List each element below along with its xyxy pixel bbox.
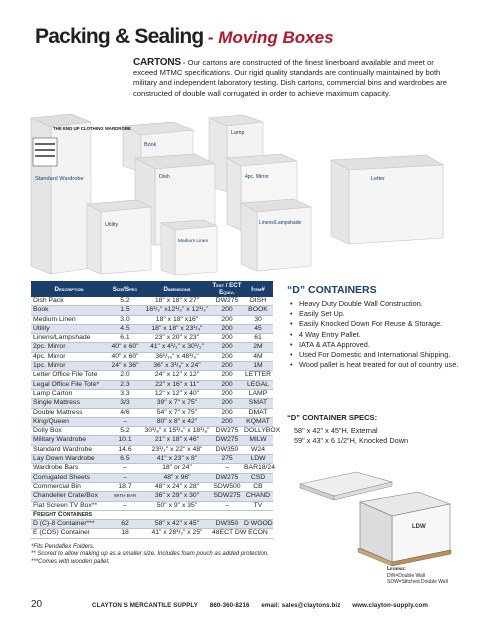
table-row [31, 436, 273, 445]
table-cell: 1pc. Mirror [31, 362, 107, 371]
table-cell: Book [31, 306, 107, 315]
carton-spec-table [31, 281, 281, 539]
table-cell: 200 [211, 343, 243, 352]
label-hang: THE END UP CLOTHING WARDROBE [53, 126, 131, 131]
table-cell: 23¹/₂" x 22" x 48" [143, 445, 211, 454]
footnote: *Fits Pendaflex Folders. [31, 544, 95, 550]
table-cell: King/Queen [31, 417, 107, 426]
page-title [35, 25, 334, 49]
table-row [31, 445, 273, 454]
table-cell: 200 [211, 352, 243, 361]
table-row [31, 473, 273, 482]
table-cell: W24 [243, 445, 273, 454]
table-cell: 6.5 [107, 455, 143, 464]
table-row [31, 417, 273, 426]
table-cell: 48" x 96" [143, 473, 211, 482]
table-cell: Lamp Carton [31, 389, 107, 398]
table-cell: 200 [211, 362, 243, 371]
label-utility: Utility [105, 222, 119, 228]
label-medium: Medium Linen [178, 239, 209, 244]
table-cell: D WOOD [244, 520, 273, 528]
d-container-box-shape [358, 492, 451, 566]
table-cell: Lay Down Wardrobe [31, 455, 107, 464]
table-cell: 4/6 [107, 408, 143, 417]
label-letter: Letter [371, 176, 385, 182]
table-row [31, 352, 273, 361]
table-cell: 5.2 [107, 297, 143, 306]
intro-text: Our cartons are constructed of the finest linerboard available and meet or exceed MTMC specifications. Our rigid quality standards are continually maintained by both military and independent laboratory testing. Dish cartons, commercial bins and wardrobes are constructed of double wall corrugated in order to achieve maximum capacity. [133, 58, 448, 98]
table-cell: CHAND [243, 492, 273, 501]
table-cell: Double Mattress [31, 408, 107, 417]
spec-external: 58" x 42" x 45"H, External [294, 426, 378, 435]
table-cell: 30¹/₈" x 15¹/₄" x 18¹/₈" [144, 427, 210, 435]
d-specs [294, 426, 408, 447]
table-row [31, 464, 273, 473]
table-cell: ECON [243, 529, 273, 538]
table-section-row [31, 510, 273, 519]
table-cell: 24" x 12" x 12" [143, 371, 211, 380]
col-item: Item# [243, 281, 273, 297]
table-cell: 14.6 [107, 445, 143, 454]
table-cell: 5.2 [107, 427, 143, 436]
table-cell: Dish Pack [31, 297, 107, 306]
table-cell: LEGAL [243, 380, 273, 389]
table-cell: Linens/Lampshade [31, 334, 107, 343]
table-row [31, 482, 273, 491]
list-item: • Easily Knocked Down For Reuse & Storage. [290, 319, 443, 329]
table-cell: 48" x 24" x 28" [143, 482, 211, 491]
table-cell: 21" x 18" x 46" [143, 436, 211, 445]
label-dish: Dish [159, 174, 170, 180]
table-row [31, 399, 273, 408]
table-cell: Medium Linen [31, 315, 107, 324]
table-cell: 2.0 [107, 371, 143, 380]
list-item: • Heavy Duty Double Wall Construction. [290, 299, 423, 308]
table-cell: 200 [211, 389, 243, 398]
table-cell: Single Mattress [31, 399, 107, 408]
linens-box-shape [241, 199, 311, 271]
cartons-illustration [31, 108, 446, 278]
col-dimensions: Dimensions [143, 281, 211, 297]
table-cell: 39" x 7" x 75" [143, 399, 211, 408]
table-cell: Wardrobe Bars [31, 464, 107, 473]
legend [387, 566, 448, 586]
table-row [31, 389, 273, 398]
table-row [31, 380, 273, 389]
table-row [31, 501, 273, 510]
table-cell: 200 [211, 380, 243, 389]
table-row [31, 324, 273, 333]
label-book: Book [144, 142, 157, 148]
table-cell: – [211, 464, 243, 473]
col-size: Size/Spec [107, 281, 143, 297]
table-row [31, 343, 273, 352]
table-cell: Utility [31, 324, 107, 333]
table-cell: – [107, 417, 143, 426]
table-cell: – [211, 501, 243, 510]
footer-email: email: sales@claytons.biz [261, 602, 341, 609]
table-cell: 275 [211, 455, 243, 464]
table-cell: 62 [107, 520, 143, 529]
table-cell: KQMAT [243, 417, 273, 426]
table-cell: DW350 [211, 520, 243, 529]
list-item: • IATA & ATA Approved. [290, 339, 370, 349]
d-containers-heading: “D” CONTAINERS [287, 284, 377, 296]
list-item: • Wood pallet is heat treated for out of country use. [290, 360, 459, 370]
table-cell: 1.5 [107, 306, 143, 315]
table-cell: DW275 [211, 297, 243, 306]
flat-container-shape [300, 472, 392, 500]
table-cell: 200 [211, 306, 243, 315]
list-item: • Used For Domestic and International Shipping. [290, 350, 451, 360]
table-cell: 40" x 60" [107, 352, 143, 361]
table-cell: – [107, 473, 143, 482]
table-row [31, 529, 273, 538]
table-row [31, 306, 273, 315]
label-mirror: 4pc. Mirror [245, 174, 269, 180]
table-cell: Legal Office File Tote* [31, 380, 107, 389]
table-cell: MILW [243, 436, 273, 445]
table-cell: Letter Office File Tote [31, 371, 107, 380]
list-item: • 4 Way Entry Pallet. [290, 329, 361, 339]
table-row [31, 520, 273, 529]
label-linens: Linens/Lampshade [259, 220, 302, 226]
table-cell: 2pc. Mirror [31, 343, 107, 352]
table-cell: Dolly Box [31, 427, 107, 436]
table-cell: 80" x 8" x 42" [143, 417, 211, 426]
table-cell: – [107, 501, 143, 510]
table-cell: 48ECT DW [212, 529, 247, 537]
table-cell: TV [243, 501, 273, 510]
legend-item: DW=Double Wall [387, 572, 426, 579]
table-cell: 200 [211, 399, 243, 408]
table-cell: CB [243, 482, 273, 491]
table-cell: DMAT [243, 408, 273, 417]
table-cell: 40" x 60" [107, 343, 143, 352]
footer-company: CLAYTON S MERCANTILE SUPPLY [92, 602, 198, 609]
table-cell: CSD [243, 473, 273, 482]
table-cell: 50" x 9" x 35" [143, 501, 211, 510]
table-row [31, 334, 273, 343]
footnotes [31, 544, 281, 566]
table-row [31, 315, 273, 324]
footer-phone: 860-360-8216 [209, 602, 250, 609]
table-cell: Chandelier Crate/Box [31, 492, 107, 501]
table-cell: Corrugated Sheets [31, 473, 107, 482]
table-cell: 200 [211, 334, 243, 343]
table-cell: 18" x 18" x 27" [143, 297, 211, 306]
list-item: • Easily Set Up. [290, 309, 345, 319]
table-cell: 1M [243, 362, 273, 371]
d-specs-heading: “D” CONTAINER SPECS: [287, 413, 378, 422]
table-cell: 18" x 18" x16" [143, 315, 211, 324]
table-cell: Standard Wardrobe [31, 445, 107, 454]
footnote: ***Comes with wooden pallet. [31, 558, 110, 565]
table-cell: 22" x 16" x 11" [143, 380, 211, 389]
table-row [31, 297, 273, 306]
table-cell: DW275 [211, 473, 243, 482]
table-cell: BAR18/24 [244, 464, 275, 472]
table-cell: DOLLYBOX [244, 427, 281, 435]
table-cell: 41" x 4¹/₂" x 30¹/₂" [143, 343, 211, 352]
utility-box-shape [87, 200, 151, 274]
table-cell: 3/3 [107, 399, 143, 408]
table-cell: Commercial Bin [31, 482, 107, 491]
table-cell: DW275 [211, 436, 243, 445]
table-cell: SDW500 [211, 482, 243, 491]
spec-knocked-down: 59" x 43" x 6 1/2"H, Knocked Down [294, 436, 409, 446]
wardrobe-box-shape [31, 114, 91, 274]
table-cell: D (C)-8 Container*** [31, 520, 107, 529]
table-cell: 10.1 [107, 436, 143, 445]
table-cell: LAMP [243, 389, 273, 398]
table-cell: 45 [243, 324, 273, 333]
table-cell: SDW275 [211, 492, 243, 501]
table-cell: 200 [211, 315, 243, 324]
section-label: Freight Containers [31, 510, 273, 519]
table-row [31, 408, 273, 417]
table-cell: E (COS) Container [31, 529, 107, 538]
table-cell: 24" x 36" [107, 362, 143, 371]
table-header-row [31, 281, 273, 297]
table-cell: 23" x 20" x 23" [143, 334, 211, 343]
table-cell: 4M [243, 352, 273, 361]
table-cell: 200 [211, 324, 243, 333]
table-row [31, 362, 273, 371]
table-cell: DW275 [211, 427, 243, 436]
table-row [31, 427, 273, 436]
table-cell: 6.1 [107, 334, 143, 343]
table-cell: 18" or 24" [143, 464, 211, 473]
table-cell: 36" x 29" x 30" [143, 492, 211, 501]
intro-paragraph [133, 58, 449, 99]
table-cell: 18.7 [107, 482, 143, 491]
table-cell: 2M [243, 343, 273, 352]
table-cell: SMAT [243, 399, 273, 408]
table-cell: BOOK [243, 306, 273, 315]
table-cell: 16¹/₂" x12¹/₂" x 12¹/₂" [143, 306, 211, 315]
title-sub: - Moving Boxes [207, 28, 334, 47]
intro-lead: CARTONS [133, 57, 181, 68]
table-cell: 18" x 18" x 23¹/₄" [143, 324, 211, 333]
table-row [31, 371, 273, 380]
table-cell: 54" x 7" x 75" [143, 408, 211, 417]
table-cell: DW350 [211, 445, 243, 454]
table-cell: 36¹/₁₆" x 48¹/₈" [143, 352, 211, 361]
d-container-illustration [294, 468, 454, 566]
table-cell: 200 [211, 371, 243, 380]
table-cell: 41" x 28¹/₂" x 25" [143, 529, 211, 538]
legend-item: SDW=Stitched Double Wall [387, 579, 448, 586]
d-containers-features [290, 299, 465, 370]
label-wardrobe: Standard Wardrobe [35, 176, 84, 182]
letter-box-shape [331, 155, 443, 244]
page-number: 20 [31, 599, 43, 610]
table-cell: LDW [243, 455, 273, 464]
d-box-label: LDW [412, 524, 426, 530]
table-cell: Military Wardrobe [31, 436, 107, 445]
footnote: ** Scored to allow making up as a smaller size. Includes foam pouch as added protection. [31, 551, 269, 558]
legend-heading: Legend: [387, 566, 406, 572]
table-cell: 36" x 3¹/₈" x 24" [143, 362, 211, 371]
table-cell: 30 [243, 315, 273, 324]
table-cell: 3.3 [107, 389, 143, 398]
table-cell: 2.3 [107, 380, 143, 389]
table-cell: – [107, 464, 143, 473]
table-cell: DISH [243, 297, 273, 306]
table-cell: 18 [107, 529, 143, 538]
table-cell: 200 [211, 417, 243, 426]
medium-linen-box-shape [161, 220, 217, 275]
table-cell: 41" x 23" x 8" [143, 455, 211, 464]
table-cell: Flat Screen TV Box** [31, 501, 107, 510]
table-cell: 4.5 [107, 324, 143, 333]
intro-dash: - [183, 58, 186, 67]
footer [92, 602, 438, 609]
table-cell: 4pc. Mirror [31, 352, 107, 361]
table-cell: 200 [211, 408, 243, 417]
table-row [31, 492, 273, 501]
table-cell: 61 [243, 334, 273, 343]
table-row [31, 455, 273, 464]
col-test: Test / ECT Equiv. [212, 282, 242, 296]
footer-web: www.clayton-supply.com [352, 602, 429, 609]
label-lamp: Lamp [231, 130, 245, 136]
col-description: Description [31, 281, 107, 297]
table-cell: 12" x 12" x 40" [143, 389, 211, 398]
title-main: Packing & Sealing [35, 25, 204, 48]
table-cell: 3.0 [107, 315, 143, 324]
table-cell: LETTER [244, 371, 272, 379]
table-cell: 58" x 42" x 45" [143, 520, 211, 529]
table-cell: WITH BAR [107, 492, 143, 501]
